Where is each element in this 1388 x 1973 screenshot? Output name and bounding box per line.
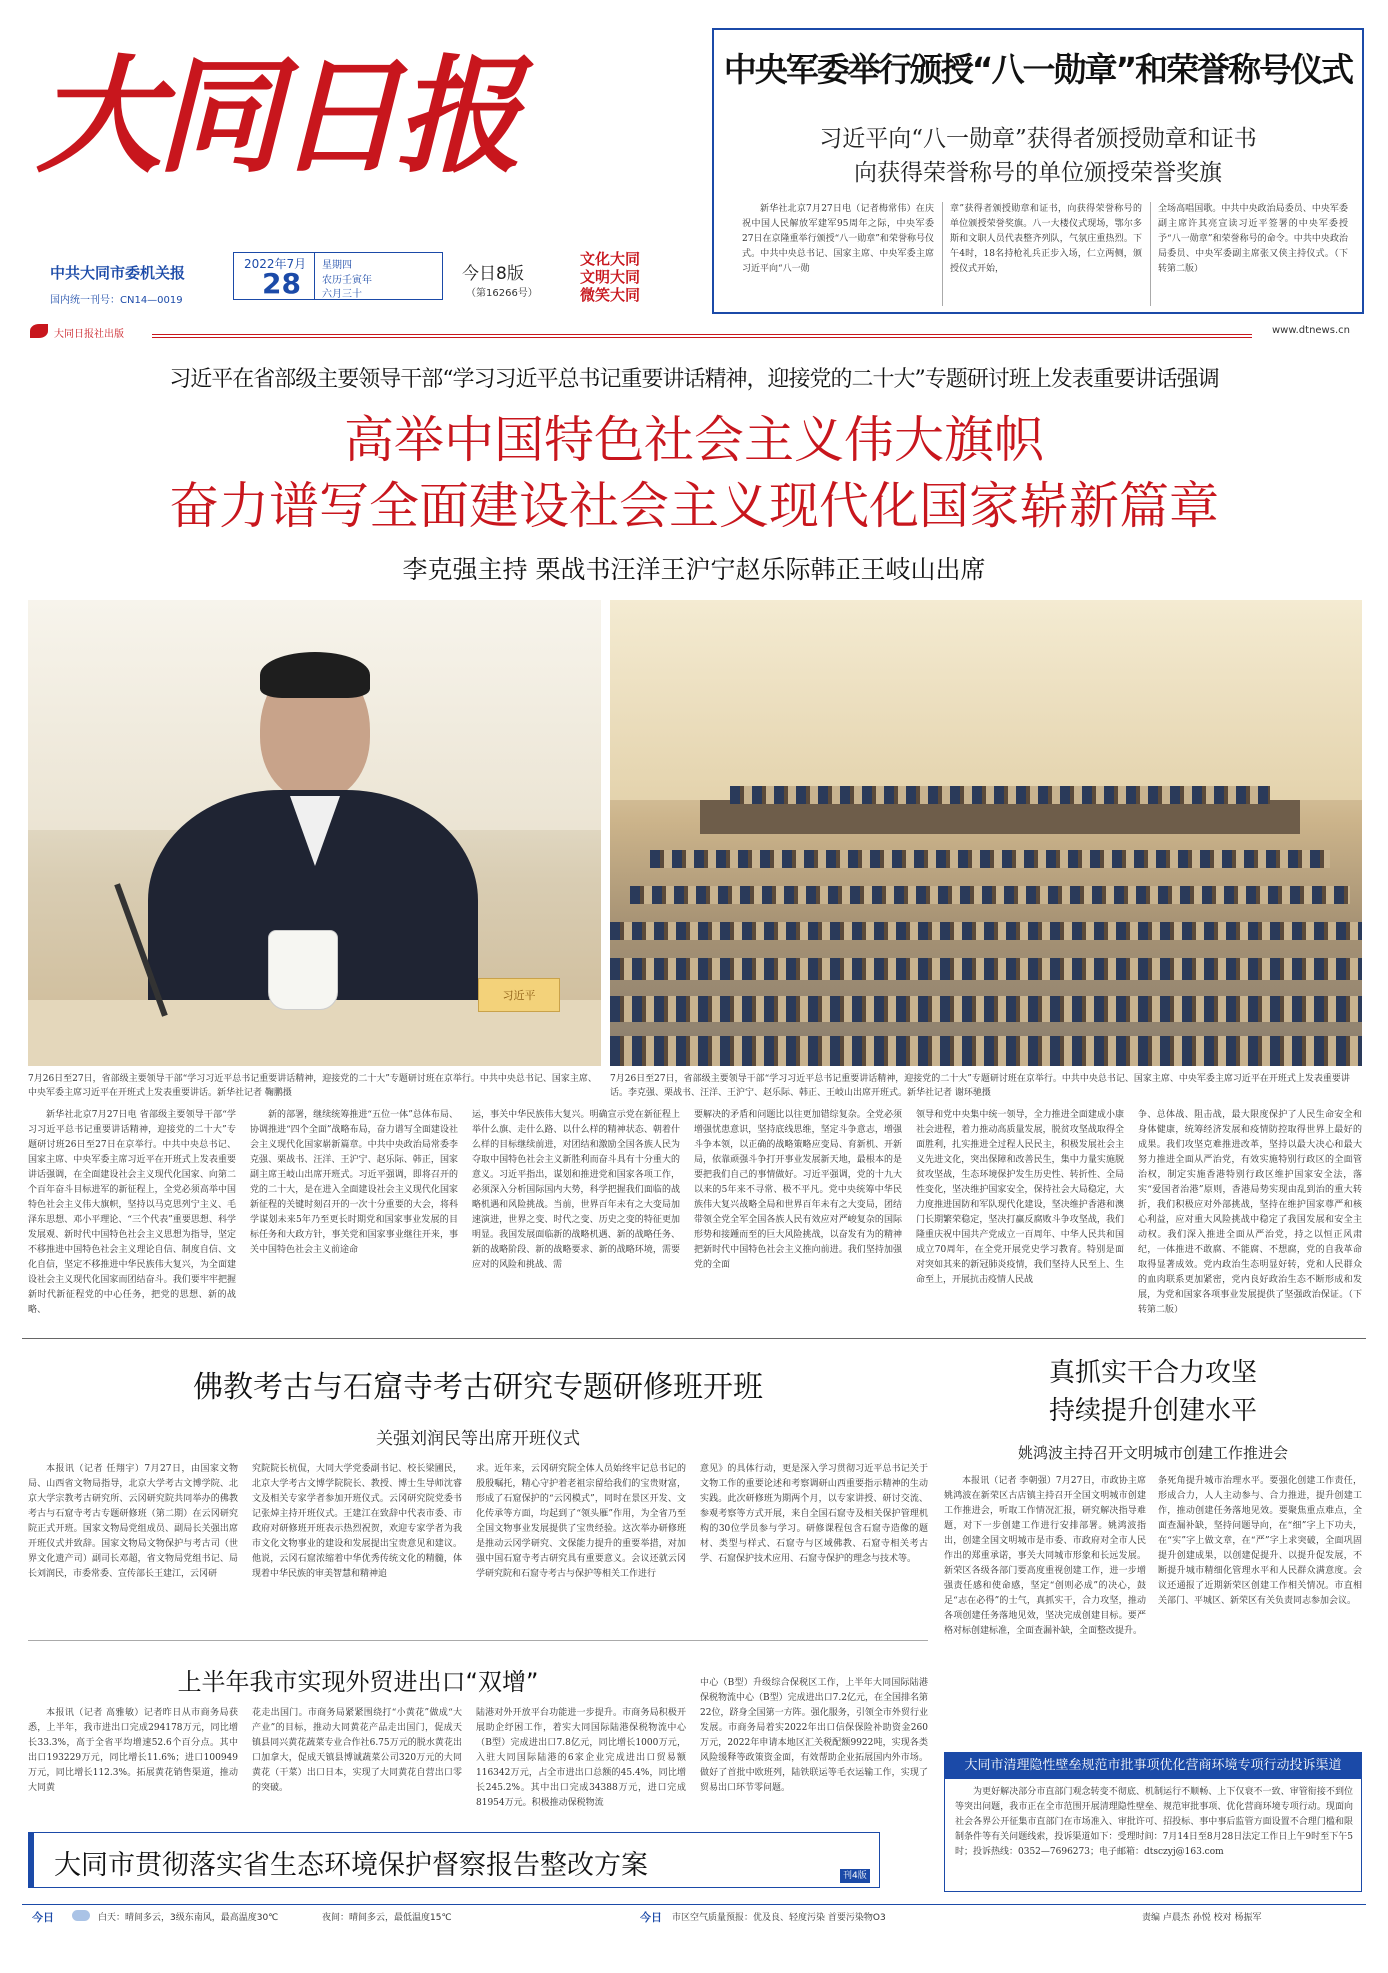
slogans	[580, 250, 640, 304]
edition-count: 今日8版	[462, 264, 524, 284]
trade-col-2: 花走出国门。市商务局紧紧围绕打“小黄花”做成“大产业”的目标，推动大同黄花产品走出国门，促成天镇县同兴黄花蔬菜专业合作社6.75万元的脱水黄花出口加拿大，促成天镇县博诚蔬菜公司320万元的大同黄花（干菜）出口日本，实现了大同黄花自营出口零的突破。	[252, 1708, 462, 1793]
lead-headline-2: 奋力谱写全面建设社会主义现代化国家崭新篇章	[169, 477, 1219, 535]
weekday: 星期四	[322, 260, 352, 271]
lead-body-col-5: 领导和党中央集中统一领导，全力推进全面建成小康社会进程，着力推动高质量发展，脱贫攻坚战取得全面胜利，扎实推进全过程人民民主，积极发展社会主义先进文化，突出保障和改善民生，集中力量实施脱贫攻坚战，生态环境保护发生历史性、转折性、全局性变化，坚决维护国家安全，保持社会大局稳定，大力度推进国防和军队现代化建设，坚决维护香港和澳门长期繁荣稳定，坚决打赢反腐败斗争攻坚战，我们隆重庆祝中国共产党成立一百周年、中华人民共和国成立70周年，在全党开展党史学习教育。特别是面对突如其来的新冠肺炎疫情，我们坚持人民至上、生命至上，开展抗击疫情人民战	[916, 1110, 1124, 1285]
eco-box[interactable]	[28, 1832, 880, 1888]
civilization-title-2: 持续提升创建水平	[1048, 1396, 1257, 1426]
publisher-name: 大同日报社出版	[54, 329, 124, 340]
footer-today-label-2: 今日	[640, 1911, 662, 1924]
lead-body-col-2: 新的部署，继续统筹推进“五位一体”总体布局、协调推进“四个全面”战略布局，奋力谱写全面建设社会主义现代化国家崭新篇章。中共中央政治局常委李克强、栗战书、汪洋、王沪宁、赵乐际、韩正，国家副主席王岐山出席开班式。习近平强调，即将召开的党的二十大，是在进入全面建设社会主义现代化国家新征程的关键时刻召开的一次十分重要的大会，将科学谋划未来5年乃至更长时期党和国家事业发展的目标任务和大政方针，事关党和国家事业继往开来，事关中国特色社会主义前途命	[250, 1110, 458, 1255]
lunar-day: 六月三十	[322, 289, 362, 300]
top-story-title: 中央军委举行颁授“八一勋章”和荣誉称号仪式	[723, 50, 1353, 89]
photo-speaker	[28, 600, 601, 1066]
notice-box	[944, 1752, 1362, 1892]
buddhism-col-1: 本报讯（记者 任翔宇）7月27日，由国家文物局、山西省文物局指导，北京大学考古文博学院、北京大学宗教考古研究所、云冈研究院共同举办的佛教考古与石窟寺考古专题研修班（第二期）在云冈研究院正式开班。国家文物局党组成员、副局长关强出席开班仪式并致辞。国家文物局文物保护与考古司（世界文化遗产司）副司长邓超，省文物局党组书记、局长刘润民，市委常委、宣传部长王建江，云冈研	[28, 1464, 238, 1579]
slogan-smile: 微笑大同	[580, 286, 641, 304]
civilization-title-1: 真抓实干合力攻坚	[1048, 1358, 1257, 1388]
top-story-col-2: 章”获得者颁授勋章和证书，向获得荣誉称号的单位颁授荣誉奖旗。八一大楼仪式现场，鄂尔多斯和文职人员代表整齐列队，气氛庄重热烈。下午4时，18名持枪礼兵正步入场，仁立两侧，颁授仪式开始，	[950, 204, 1142, 274]
lead-body-col-1: 新华社北京7月27日电 省部级主要领导干部“学习习近平总书记重要讲话精神，迎接党的二十大”专题研讨班26日至27日在京举行。中共中央总书记、国家主席、中央军委主席习近平在开班式上发表重要讲话强调，在全面建设社会主义现代化国家、向第二个百年奋斗目标进军的新征程上，全党必须高举中国特色社会主义伟大旗帜，坚持以马克思列宁主义、毛泽东思想、邓小平理论、“三个代表”重要思想、科学发展观、新时代中国特色社会主义思想为指导，坚定不移推进中国特色社会主义理论自信、制度自信、文化自信，坚定不移推进中华民族伟大复兴，为全面建设社会主义现代化国家而团结奋斗。我们要牢牢把握新时代新征程党的中心任务，把党的思想、新的战略、	[28, 1110, 236, 1315]
buddhism-col-3: 求。近年来，云冈研究院全体人员始终牢记总书记的殷殷嘱托，精心守护着老祖宗留给我们的宝贵财富，形成了石窟保护的“云冈模式”，同时在景区开发、文化传承等方面，均起到了“领头雁”作用，为全省乃至全国文物事业发展提供了宝贵经验。这次举办研修班是推动云冈学研究、文保能力提升的重要举措，对加强中国石窟寺考古研究具有重要意义。会议还就云冈学研究院和石窟寺考古与保护等相关工作进行	[476, 1464, 686, 1579]
slogan-culture: 文化大同	[580, 250, 641, 268]
photo-meeting-hall	[610, 600, 1362, 1066]
civilization-subtitle: 姚鸿波主持召开文明城市创建工作推进会	[1017, 1444, 1288, 1462]
date-day: 28	[262, 267, 301, 300]
publisher-logo-icon	[30, 324, 48, 338]
trade-col-1: 本报讯（记者 高雅敏）记者昨日从市商务局获悉，上半年，我市进出口完成294178万元，同比增长33.3%，高于全省平均增速52.6个百分点。其中出口193229万元，同比增长11.6%；进口100949万元，同比增长112.3%。拓展黄花销售渠道，推动大同黄	[28, 1708, 238, 1793]
eco-title: 大同市贯彻落实省生态环境保护督察报告整改方案	[54, 1850, 648, 1881]
cloud-sun-icon	[72, 1910, 90, 1921]
air-quality: 市区空气质量预报：优及良、轻度污染 首要污染物O3	[672, 1913, 886, 1923]
buddhism-subtitle: 关强刘润民等出席开班仪式	[376, 1429, 580, 1449]
buddhism-col-2: 究院院长杭侃，大同大学党委副书记、校长梁圃民，北京大学考古文博学院院长、教授、博士生导师沈睿文及相关专家学者参加开班仪式。云冈研究院党委书记张焯主持开班仪式。王建江在致辞中代表市委、市政府对研修班开班表示热烈祝贺，欢迎专家学者为我市文化文物事业的建设和发展提出宝贵意见和建议。他说，云冈石窟浓缩着中华优秀传统文化的精髓，体现着中华民族的审美智慧和精神追	[252, 1464, 462, 1579]
slogan-civility: 文明大同	[580, 268, 641, 286]
issue-number: （第16266号）	[466, 288, 538, 299]
date-year-month: 2022年7月	[244, 257, 307, 271]
notice-title: 大同市清理隐性壁垒规范市批事项优化营商环境专项行动投诉渠道	[945, 1753, 1361, 1779]
lead-subhead: 李克强主持 栗战书汪洋王沪宁赵乐际韩正王岐山出席	[402, 555, 986, 584]
trade-title: 上半年我市实现外贸进出口“双增”	[177, 1668, 539, 1696]
photo-caption-2: 7月26日至27日，省部级主要领导干部“学习习近平总书记重要讲话精神，迎接党的二十大”专题研讨班在京举行。中共中央总书记、国家主席、中央军委主席习近平在开班式上发表重要讲话。李克强、栗战书、汪洋、王沪宁、赵乐际、韩正、王岐山出席开班式。新华社记者 谢环驰摄	[610, 1074, 1350, 1098]
lunar-year: 农历壬寅年	[322, 275, 372, 286]
stage-rostrum	[700, 800, 1300, 834]
weather-day: 白天：晴间多云，3级东南风，最高温度30℃	[98, 1913, 279, 1923]
notice-body: 为更好解决部分市直部门观念转变不彻底、机制运行不顺畅、上下仅衰不一致、审管衔接不到位等突出问题，我市正在全市范围开展清理隐性壁垒、规范审批事项、优化营商环境专项行动。现面向社会各界公开征集市直部门在市场准入、审批许可、招投标、事中事后监管方面设置不合理门槛和限制条件等有关问题线索，投诉渠道如下：受理时间：7月14日至8月28日法定工作日上午9时至下午5时；投诉热线：0352—7696273；电子邮箱：dtsczyj@163.com	[955, 1787, 1353, 1857]
lead-headline-1: 高举中国特色社会主义伟大旗帜	[344, 411, 1044, 469]
lead-kicker: 习近平在省部级主要领导干部“学习习近平总书记重要讲话精神，迎接党的二十大”专题研讨班上发表重要讲话强调	[169, 367, 1219, 392]
top-story-col-1: 新华社北京7月27日电（记者梅常伟）在庆祝中国人民解放军建军95周年之际，中央军委27日在京隆重举行颁授“八一勋章”和荣誉称号仪式。中共中央总书记、国家主席、中央军委主席习近平向“八一勋	[742, 204, 934, 274]
editors: 责编 卢晨杰 孙悦 校对 杨振军	[1142, 1913, 1262, 1923]
speaker-hair	[260, 652, 370, 698]
top-story-col-3: 全场高唱国歌。中共中央政治局委员、中央军委副主席许其亮宣读习近平签署的中央军委授予“八一勋章”和荣誉称号的命令。中共中央政治局委员、中央军委副主席张又侠主持仪式。（下转第二版）	[1158, 204, 1348, 274]
org-name: 中共大同市委机关报	[50, 264, 186, 282]
eco-page-ref[interactable]: 刊4版	[840, 1869, 870, 1883]
footer-today-label: 今日	[32, 1911, 54, 1924]
civilization-col-1: 本报讯（记者 李朝强）7月27日，市政协主席姚鸿波在新荣区古店镇主持召开全国文明城市创建工作推进会，听取工作情况汇报，研究解决指导难题，对下一步创建工作进行安排部署。姚鸿波指出，创建全国文明城市是市委、市政府对全市人民作出的郑重承诺，事关大同城市形象和长远发展。新荣区各级各部门要高度重视创建工作，进一步增强责任感和使命感，坚定“创则必成”的决心，鼓足“志在必得”的士气，真抓实干，合力攻坚，推动各项创建任务落地见效，坚决完成创建目标。要严格对标创建标准，全面查漏补缺，全面整改提升。	[944, 1476, 1146, 1636]
buddhism-title: 佛教考古与石窟寺考古研究专题研修班开班	[193, 1370, 763, 1405]
civilization-col-2: 条死角提升城市治理水平。要强化创建工作责任，形成合力，人人主动参与、合力推进，提升创建工作，推动创建任务落地见效。要聚焦重点难点，全面查漏补缺，坚持问题导向，在“细”字上下功夫，在“实”字上做文章，在“严”字上求突破，全面巩固提升创建成果，以创建促提升、以提升促发展，不断提升城市精细化管理水平和人民群众满意度。会议还通报了近期新荣区创建工作相关情况。市直相关部门、平城区、新荣区有关负责同志参加会议。	[1158, 1476, 1362, 1606]
trade-col-4: 中心（B型）升级综合保税区工作，上半年大同国际陆港保税物流中心（B型）完成进出口7.2亿元，在全国排名第22位，跻身全国第一方阵。强化服务，引领全市外贸行业发展。市商务局着实2022年出口信保保险补助资金260万元，2022年申请本地区汇关税配额9922吨，实现各类风险缓释等政策资金面，有效帮助企业拓展国内外市场。做好了首批中欧班列，陆铁联运等毛衣运输工作，实现了贸易出口环节零问题。	[700, 1678, 928, 1793]
cn-number: 国内统一刊号：CN14—0019	[50, 295, 183, 306]
website-link[interactable]: www.dtnews.cn	[1272, 325, 1350, 336]
top-story	[712, 28, 1364, 314]
top-story-subtitle-2: 向获得荣誉称号的单位颁授荣誉奖旗	[854, 160, 1222, 186]
buddhism-col-4: 意见》的具体行动，更是深入学习贯彻习近平总书记关于文物工作的重要论述和考察调研山西重要指示精神的生动实践。此次研修班为期两个月，以专家讲授、研讨交流、参观考察等方式开展，来自全国石窟寺及相关保护管理机构的30位学员参与学习。研修课程包含石窟寺造像的题材、类型与样式、石窟寺与区域佛教、石窟寺相关考古学、石窟保护技术应用、石窟寺保护的理念与技术等。	[700, 1464, 928, 1564]
trade-col-3: 陆港对外开放平台功能进一步提升。市商务局积极开展助企纾困工作，着实大同国际陆港保税物流中心（B型）完成进出口7.8亿元，同比增长1000万元，入驻大同国际陆港的6家企业完成进出口贸易额116342万元，占全市进出口总额的45.4%，同比增长245.2%。其中出口完成34388万元，进口完成81954万元。积极推动保税物流	[476, 1708, 686, 1808]
lead-body-col-6: 争、总体战、阻击战，最大限度保护了人民生命安全和身体健康，统筹经济发展和疫情防控取得世界上最好的成果。我们攻坚克难推进改革，坚持以最大决心和最大努力推进全面从严治党，有效实施特别行政区的全面管治权，制定实施香港特别行政区维护国家安全法，落实“爱国者治港”原则，香港局势实现由乱到治的重大转折，我们积极应对外部挑战，坚持在维护国家尊严和核心利益，应对重大风险挑战中稳定了我国发展和安全主动权。我们深入推进全面从严治党，持之以恒正风肃纪，一体推进不敢腐、不能腐、不想腐，党的自我革命取得显著成效。党内政治生态明显好转，党和人民群众的血肉联系更加紧密，党内良好政治生态不断形成和发展，为党和国家各项事业发展提供了坚强政治保证。（下转第二版）	[1138, 1110, 1362, 1315]
newspaper-logo: 大同日报	[36, 42, 516, 190]
date-box	[233, 252, 443, 300]
lead-body-col-3: 运，事关中华民族伟大复兴。明确宣示党在新征程上举什么旗、走什么路、以什么样的精神状态、朝着什么样的目标继续前进，对团结和激励全国各族人民为夺取中国特色社会主义新胜利而奋斗具有十分重大的意义。习近平指出，谋划和推进党和国家各项工作，必须深入分析国际国内大势，科学把握我们面临的战略机遇和风险挑战。当前，世界百年未有之大变局加速演进，世界之变、时代之变、历史之变的特征更加明显。我国发展面临新的战略机遇、新的战略任务、新的战略阶段、新的战略要求、新的战略环境，需要应对的风险和挑战、需	[472, 1110, 680, 1270]
teacup-icon	[268, 930, 338, 1010]
top-story-subtitle-1: 习近平向“八一勋章”获得者颁授勋章和证书	[819, 126, 1257, 152]
footer	[22, 1904, 1366, 1926]
photo-caption-1: 7月26日至27日，省部级主要领导干部“学习习近平总书记重要讲话精神，迎接党的二十大”专题研讨班在京举行。中共中央总书记、国家主席、中央军委主席习近平在开班式上发表重要讲话。新华社记者 鞠鹏摄	[28, 1074, 597, 1098]
publisher-strip	[22, 322, 1366, 342]
lead-body-col-4: 要解决的矛盾和问题比以往更加错综复杂。全党必须增强忧患意识，坚持底线思维，坚定斗争意志，增强斗争本领，以正确的战略策略应变局、育新机、开新局，依靠顽强斗争打开事业发展新天地，最根本的是要把我们自己的事情做好。习近平强调，党的十九大以来的5年来不寻常、极不平凡。党中央统筹中华民族伟大复兴战略全局和世界百年未有之大变局，团结带领全党全军全国各族人民有效应对严峻复杂的国际形势和接踵而至的巨大风险挑战，以奋发有为的精神把新时代中国特色社会主义推向前进。我们坚持加强党的全面	[694, 1110, 902, 1270]
nameplate: 习近平	[478, 978, 560, 1012]
weather-night: 夜间：晴间多云，最低温度15℃	[322, 1913, 452, 1923]
